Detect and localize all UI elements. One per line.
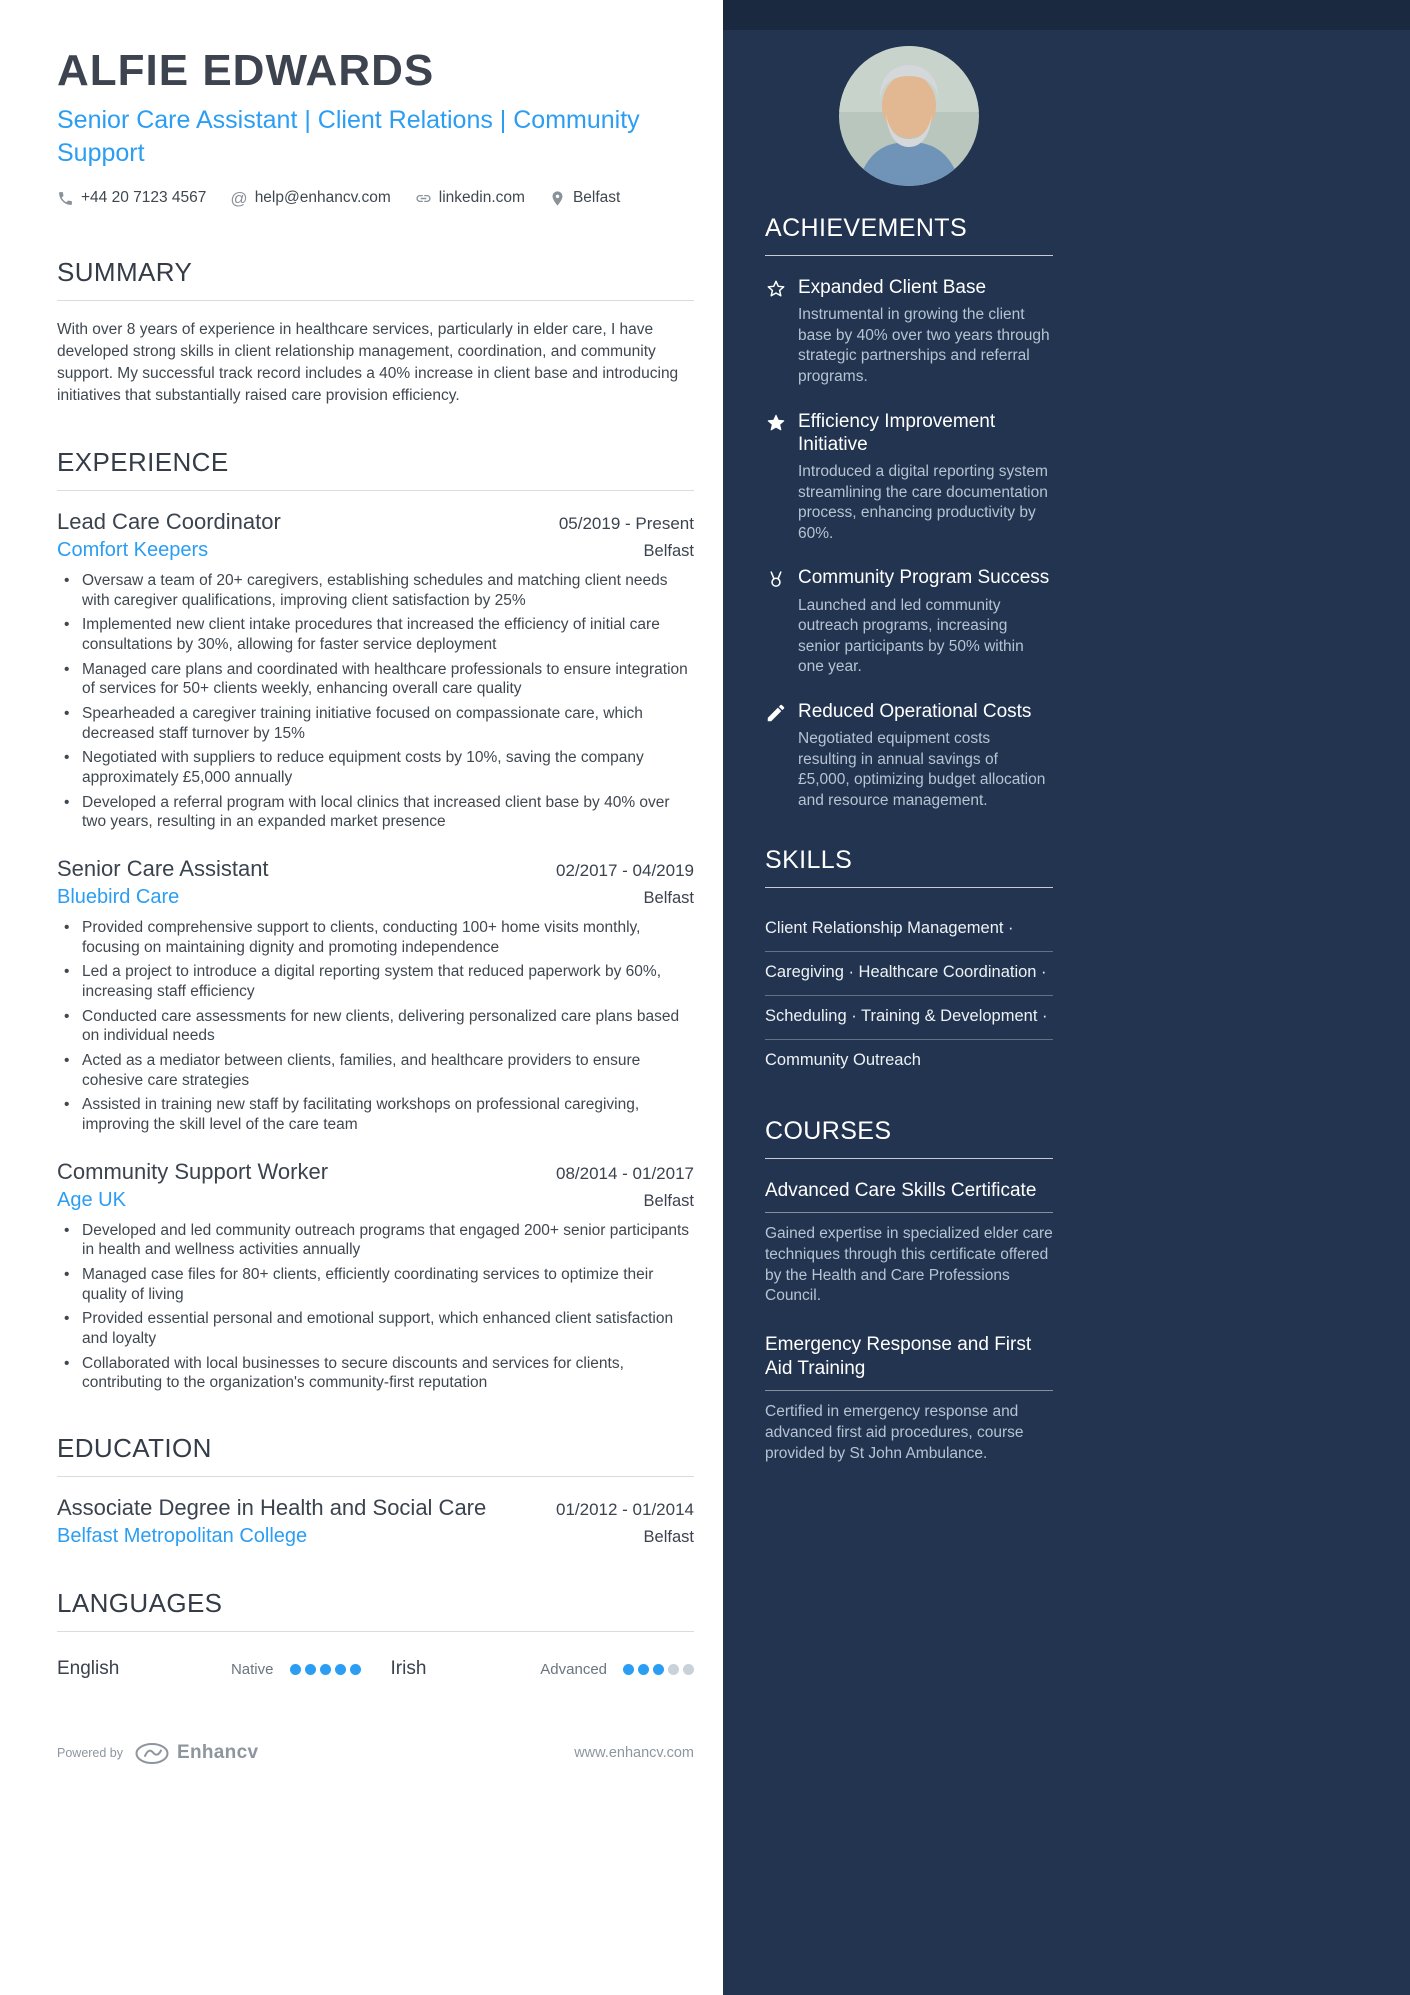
experience-section: [57, 447, 694, 1393]
footer: [57, 1742, 694, 1764]
sidebar-top-band: [723, 0, 1410, 30]
languages-section: [57, 1588, 694, 1680]
language-proficiency-dots: [290, 1664, 361, 1675]
skill-line: Community Outreach: [765, 1050, 921, 1069]
bullet: • Developed a referral program with local clinics that increased client base by 40% over two years, resulting in an expanded market presence: [57, 793, 694, 832]
bullet: • Developed and led community outreach programs that engaged 200+ senior participants in health and wellness activities annually: [57, 1221, 694, 1260]
skill-line: Client Relationship Management ·: [765, 908, 1053, 952]
star-filled-icon: [765, 410, 798, 545]
language-name: Irish: [390, 1658, 427, 1680]
achievement-title: Expanded Client Base: [798, 277, 987, 298]
email-text: help@enhancv.com: [254, 189, 391, 206]
summary-text: With over 8 years of experience in healthcare services, particularly in elder care, I have developed strong skills in client relationship management, coordination, and community support. My successful track record includes a 40% increase in client base and introducing initiatives that substantially raised care provision efficiency.: [57, 321, 679, 404]
job-dates: 05/2019 - Present: [558, 514, 694, 533]
star-outline-icon: [765, 276, 798, 388]
profile-photo-illustration: [839, 46, 979, 186]
candidate-name: ALFIE EDWARDS: [57, 46, 435, 95]
achievement-text: Introduced a digital reporting system streamlining the care documentation process, enhancing productivity by 60%.: [798, 462, 1048, 542]
skill-line: Caregiving · Healthcare Coordination ·: [765, 952, 1053, 996]
achievement-text: Launched and led community outreach programs, increasing senior participants by 50% within one year.: [798, 596, 1024, 676]
profile-photo: [839, 46, 979, 186]
language-item: [57, 1658, 361, 1680]
language-level: Advanced: [540, 1660, 607, 1678]
medal-icon: [765, 566, 798, 678]
job-bullets: [57, 918, 694, 1135]
job-entry: [57, 509, 694, 832]
link-text: linkedin.com: [438, 189, 525, 206]
resume-sidebar: [723, 0, 1410, 1995]
language-level: Native: [230, 1660, 274, 1678]
resume-header: [57, 46, 694, 207]
phone-text: +44 20 7123 4567: [81, 189, 207, 206]
experience-heading: EXPERIENCE: [57, 447, 694, 491]
bullet: • Led a project to introduce a digital reporting system that reduced paperwork by 60%, increasing staff efficiency: [57, 962, 694, 1001]
course-title: Advanced Care Skills Certificate: [765, 1179, 1053, 1214]
job-bullets: [57, 1221, 694, 1393]
education-heading: EDUCATION: [57, 1433, 694, 1477]
candidate-headline: Senior Care Assistant | Client Relations | Community Support: [57, 106, 640, 167]
bullet: • Oversaw a team of 20+ caregivers, establishing schedules and matching client needs with caregiver qualifications, improving client satisfaction by 25%: [57, 571, 694, 610]
location-text: Belfast: [572, 189, 621, 206]
bullet: • Provided comprehensive support to clients, conducting 100+ home visits monthly, focusing on maintaining dignity and promoting independence: [57, 918, 694, 957]
languages-heading: LANGUAGES: [57, 1588, 694, 1632]
skill-line: Scheduling · Training & Development ·: [765, 996, 1053, 1040]
job-bullets: [57, 571, 694, 832]
bullet: • Provided essential personal and emotional support, which enhanced client satisfaction and loyalty: [57, 1309, 694, 1348]
course-item: [765, 1333, 1053, 1464]
achievements-heading: ACHIEVEMENTS: [765, 214, 1053, 256]
location-pin-icon: [549, 190, 566, 207]
courses-heading: COURSES: [765, 1117, 1053, 1159]
job-entry: [57, 1159, 694, 1393]
achievement-text: Instrumental in growing the client base by 40% over two years through strategic partnerships and referral programs.: [798, 306, 1050, 385]
bullet: • Spearheaded a caregiver training initiative focused on compassionate care, which decreased staff turnover by 15%: [57, 704, 694, 743]
achievement-text: Negotiated equipment costs resulting in annual savings of £5,000, optimizing budget allocation and resource management.: [798, 730, 1046, 809]
bullet: • Managed care plans and coordinated with healthcare professionals to ensure integration of services for 50+ clients weekly, enhancing overall care quality: [57, 660, 694, 699]
achievement-title: Efficiency Improvement Initiative: [798, 410, 996, 455]
school-name: Belfast Metropolitan College: [57, 1525, 308, 1548]
job-location: Belfast: [643, 542, 694, 560]
job-title: Lead Care Coordinator: [57, 509, 281, 534]
achievements-section: [765, 214, 1053, 812]
achievement-item: [765, 276, 1053, 388]
link-icon: [415, 190, 432, 207]
website-url[interactable]: www.enhancv.com: [574, 1745, 694, 1762]
skills-section: [765, 846, 1053, 1083]
course-title: Emergency Response and First Aid Training: [765, 1333, 1053, 1392]
contact-location: [549, 189, 620, 207]
bullet: • Negotiated with suppliers to reduce equipment costs by 10%, saving the company approximately £5,000 annually: [57, 748, 694, 787]
language-item: [391, 1658, 695, 1680]
degree-dates: 01/2012 - 01/2014: [555, 1500, 694, 1520]
pen-icon: [765, 700, 798, 812]
language-name: English: [57, 1658, 120, 1680]
job-location: Belfast: [643, 1191, 694, 1210]
achievement-item: [765, 566, 1053, 678]
course-text: Certified in emergency response and advanced first aid procedures, course provided by St John Ambulance.: [765, 1403, 1024, 1462]
at-icon: @: [230, 188, 248, 208]
bullet: • Managed case files for 80+ clients, efficiently coordinating services to optimize their quality of living: [57, 1265, 694, 1304]
achievement-item: [765, 410, 1053, 545]
degree-title: Associate Degree in Health and Social Care: [57, 1495, 487, 1521]
job-title: Community Support Worker: [57, 1158, 329, 1184]
contact-phone[interactable]: [57, 189, 206, 207]
job-location: Belfast: [643, 889, 694, 908]
job-company: Comfort Keepers: [57, 539, 209, 561]
contact-email[interactable]: [230, 189, 390, 207]
phone-icon: [57, 190, 74, 207]
summary-section: [57, 257, 694, 407]
enhancv-logo[interactable]: [135, 1742, 258, 1764]
education-section: [57, 1433, 694, 1548]
school-location: Belfast: [643, 1528, 694, 1547]
job-dates: 02/2017 - 04/2019: [555, 861, 694, 881]
bullet: • Assisted in training new staff by facilitating workshops on professional caregiving, improving the skill level of the care team: [57, 1095, 694, 1134]
job-entry: [57, 856, 694, 1135]
contact-row: [57, 189, 694, 207]
brand-name: Enhancv: [177, 1742, 259, 1764]
job-company: Age UK: [57, 1188, 126, 1211]
bullet: • Implemented new client intake procedures that increased the efficiency of initial care consultations by 30%, allowing for faster service deployment: [57, 615, 694, 654]
bullet: • Conducted care assessments for new clients, delivering personalized care plans based on individual needs: [57, 1007, 694, 1046]
enhancv-logo-icon: [135, 1743, 169, 1764]
bullet: • Collaborated with local businesses to secure discounts and services for clients, contributing to the organization's community-first reputation: [57, 1354, 694, 1393]
bullet: • Acted as a mediator between clients, families, and healthcare providers to ensure cohesive care strategies: [57, 1051, 694, 1090]
powered-by-label: Powered by: [57, 1746, 124, 1761]
courses-section: [765, 1117, 1053, 1465]
job-dates: 08/2014 - 01/2017: [555, 1163, 694, 1183]
achievement-item: [765, 700, 1053, 812]
languages-grid: [57, 1650, 694, 1680]
job-title: Senior Care Assistant: [57, 856, 269, 882]
skills-heading: SKILLS: [765, 846, 1053, 888]
course-item: [765, 1179, 1053, 1307]
course-text: Gained expertise in specialized elder care techniques through this certificate offered by the Health and Care Professions Council.: [765, 1225, 1053, 1305]
language-proficiency-dots: [623, 1664, 694, 1675]
job-company: Bluebird Care: [57, 886, 180, 909]
contact-link[interactable]: [415, 189, 525, 207]
achievement-title: Reduced Operational Costs: [798, 701, 1032, 722]
summary-heading: SUMMARY: [57, 257, 694, 301]
achievement-title: Community Program Success: [798, 567, 1050, 589]
